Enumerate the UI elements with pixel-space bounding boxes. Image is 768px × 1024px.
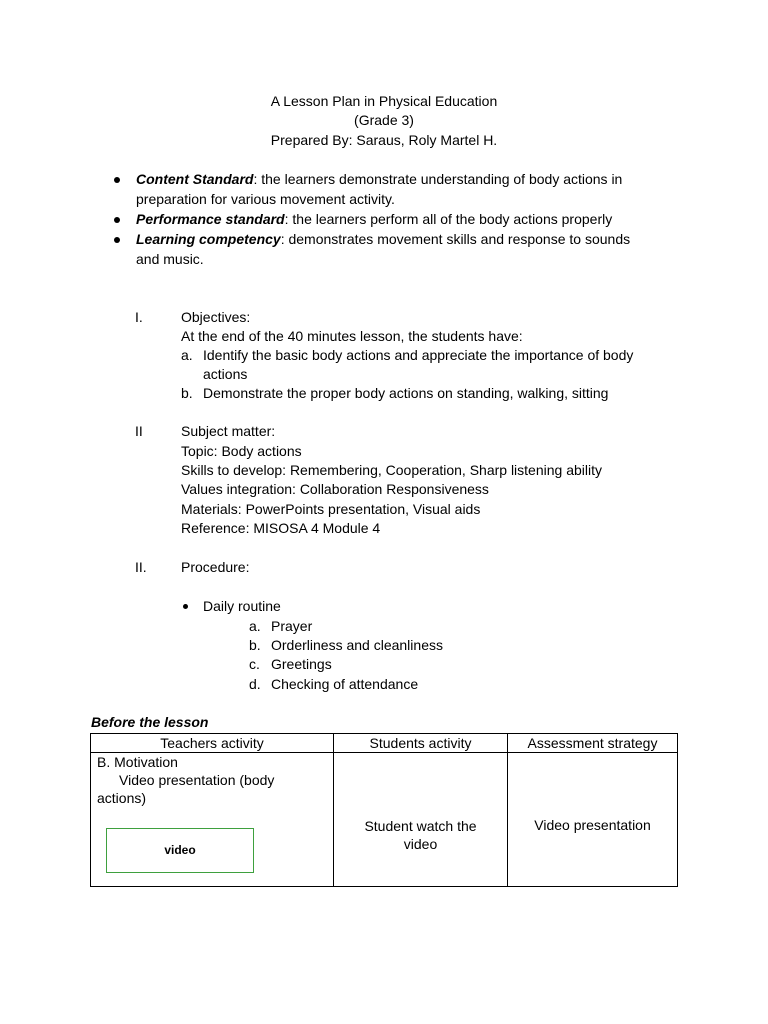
- objective-text-continuation: actions: [203, 366, 248, 382]
- content-standard-continuation: preparation for various movement activity.: [136, 191, 395, 207]
- student-activity-cell: [334, 753, 508, 887]
- content-standard: [136, 170, 622, 190]
- routine-marker: b.: [249, 637, 261, 653]
- motivation-detail: Video presentation (body: [119, 772, 275, 788]
- learning-competency-text: : demonstrates movement skills and response to sounds: [280, 231, 631, 247]
- daily-routine-label: Daily routine: [203, 598, 281, 614]
- subject-matter-numeral: II: [135, 423, 143, 439]
- learning-competency: [136, 230, 630, 250]
- procedure-numeral: II.: [135, 559, 147, 575]
- content-standard-label: Content Standard: [136, 171, 254, 187]
- procedure-heading: Procedure:: [181, 559, 250, 575]
- bullet-icon: [183, 604, 188, 609]
- performance-standard: [136, 210, 612, 230]
- routine-marker: a.: [249, 618, 261, 634]
- learning-competency-continuation: and music.: [136, 251, 204, 267]
- assessment-cell: [508, 753, 678, 887]
- objectives-intro: At the end of the 40 minutes lesson, the students have:: [181, 328, 523, 344]
- performance-standard-text: : the learners perform all of the body actions properly: [284, 211, 613, 227]
- grade-label: (Grade 3): [354, 112, 414, 128]
- routine-item: Prayer: [271, 618, 313, 634]
- objective-marker: a.: [181, 347, 193, 363]
- routine-item: Checking of attendance: [271, 676, 419, 692]
- bullet-icon: [114, 217, 120, 223]
- routine-item: Greetings: [271, 656, 332, 672]
- routine-item: Orderliness and cleanliness: [271, 637, 443, 653]
- content-standard-text: : the learners demonstrate understanding of body actions in: [253, 171, 623, 187]
- bullet-icon: [114, 237, 120, 243]
- table-header-cell: Students activity: [334, 734, 508, 753]
- motivation-label: B. Motivation: [97, 754, 178, 770]
- learning-competency-label: Learning competency: [136, 231, 281, 247]
- objective-marker: b.: [181, 385, 193, 401]
- subject-topic: Topic: Body actions: [181, 443, 302, 459]
- performance-standard-label: Performance standard: [136, 211, 285, 227]
- table-header-row: [91, 734, 678, 753]
- subject-materials: Materials: PowerPoints presentation, Visual aids: [181, 501, 481, 517]
- assessment-text: Video presentation: [534, 817, 651, 833]
- objectives-heading: Objectives:: [181, 309, 251, 325]
- bullet-icon: [114, 177, 120, 183]
- before-lesson-heading: [91, 713, 208, 733]
- objective-text: Demonstrate the proper body actions on standing, walking, sitting: [203, 385, 609, 401]
- subject-values: Values integration: Collaboration Responsiveness: [181, 481, 489, 497]
- video-placeholder[interactable]: [106, 828, 254, 873]
- prepared-by: Prepared By: Saraus, Roly Martel H.: [270, 132, 498, 148]
- student-activity-text: Student watch the: [364, 817, 477, 834]
- motivation-detail-continuation: actions): [97, 790, 147, 806]
- subject-matter-heading: Subject matter:: [181, 423, 276, 439]
- table-header-cell: Teachers activity: [91, 734, 334, 753]
- student-activity-continuation: video: [403, 835, 438, 852]
- subject-reference: Reference: MISOSA 4 Module 4: [181, 520, 381, 536]
- video-label: video: [164, 842, 196, 857]
- subject-skills: Skills to develop: Remembering, Cooperation, Sharp listening ability: [181, 462, 602, 478]
- objectives-numeral: I.: [135, 309, 143, 325]
- table-header-cell: Assessment strategy: [508, 734, 678, 753]
- before-lesson-heading-text: Before the lesson: [91, 714, 209, 730]
- document-title: A Lesson Plan in Physical Education: [270, 93, 498, 109]
- routine-marker: d.: [249, 676, 261, 692]
- objective-text: Identify the basic body actions and appreciate the importance of body: [203, 347, 634, 363]
- routine-marker: c.: [249, 656, 260, 672]
